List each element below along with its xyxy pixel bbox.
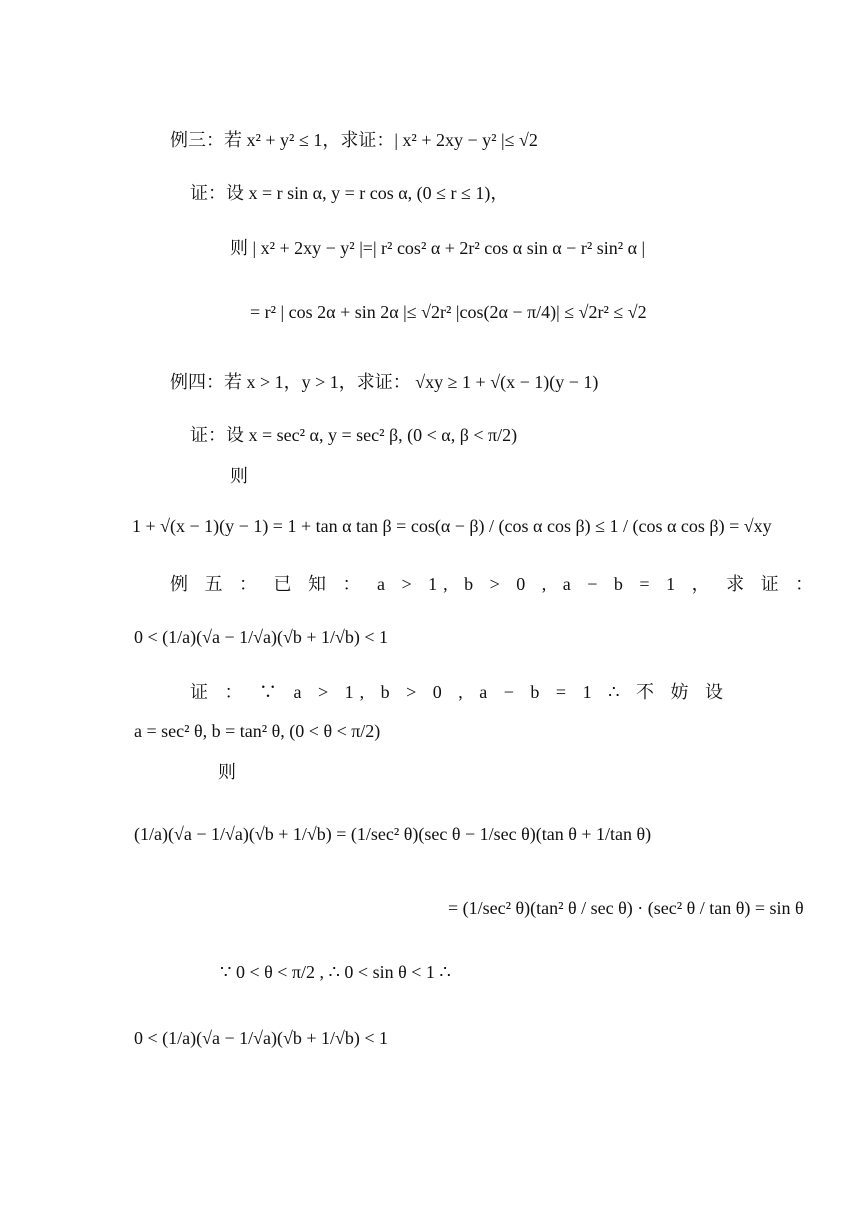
example-4-statement: 例四：若 x > 1，y > 1，求证： √xy ≥ 1 + √(x − 1)(y − 1)	[170, 372, 599, 392]
example-5-proof-line-3: (1/a)(√a − 1/√a)(√b + 1/√b) = (1/sec² θ)(sec θ − 1/sec θ)(tan θ + 1/tan θ)	[134, 824, 652, 844]
example-5-statement-line-2: 0 < (1/a)(√a − 1/√a)(√b + 1/√b) < 1	[134, 627, 389, 647]
example-3-statement: 例三：若 x² + y² ≤ 1，求证：| x² + 2xy − y² |≤ √2	[170, 130, 538, 150]
example-3-proof-line-2: 则 | x² + 2xy − y² |=| r² cos² α + 2r² cos α sin α − r² sin² α |	[230, 238, 646, 258]
example-5-conclusion: 0 < (1/a)(√a − 1/√a)(√b + 1/√b) < 1	[134, 1028, 389, 1048]
example-5-proof-line-2: a = sec² θ, b = tan² θ, (0 < θ < π/2)	[134, 721, 381, 741]
example-5-proof-line-1: 证 ： ∵ a > 1, b > 0 , a − b = 1 ∴ 不 妨 设	[190, 682, 730, 702]
example-4-proof-line-1: 证：设 x = sec² α, y = sec² β, (0 < α, β < π/2)	[190, 425, 518, 445]
example-4-then: 则	[230, 466, 248, 486]
example-4-proof-line-2: 1 + √(x − 1)(y − 1) = 1 + tan α tan β = cos(α − β) / (cos α cos β) ≤ 1 / (cos α cos β) = √xy	[132, 516, 772, 536]
example-5-proof-line-5: ∵ 0 < θ < π/2 , ∴ 0 < sin θ < 1 ∴	[220, 962, 451, 982]
example-5-proof-line-4: = (1/sec² θ)(tan² θ / sec θ) · (sec² θ / tan θ) = sin θ	[448, 898, 804, 918]
example-5-then: 则	[218, 762, 236, 782]
example-3-proof-line-3: = r² | cos 2α + sin 2α |≤ √2r² |cos(2α − π/4)| ≤ √2r² ≤ √2	[250, 302, 647, 322]
example-5-statement-line-1: 例 五 ： 已 知 ： a > 1, b > 0 , a − b = 1 ， 求 证 ：	[170, 574, 820, 594]
example-3-proof-line-1: 证：设 x = r sin α, y = r cos α, (0 ≤ r ≤ 1)，	[190, 183, 509, 203]
